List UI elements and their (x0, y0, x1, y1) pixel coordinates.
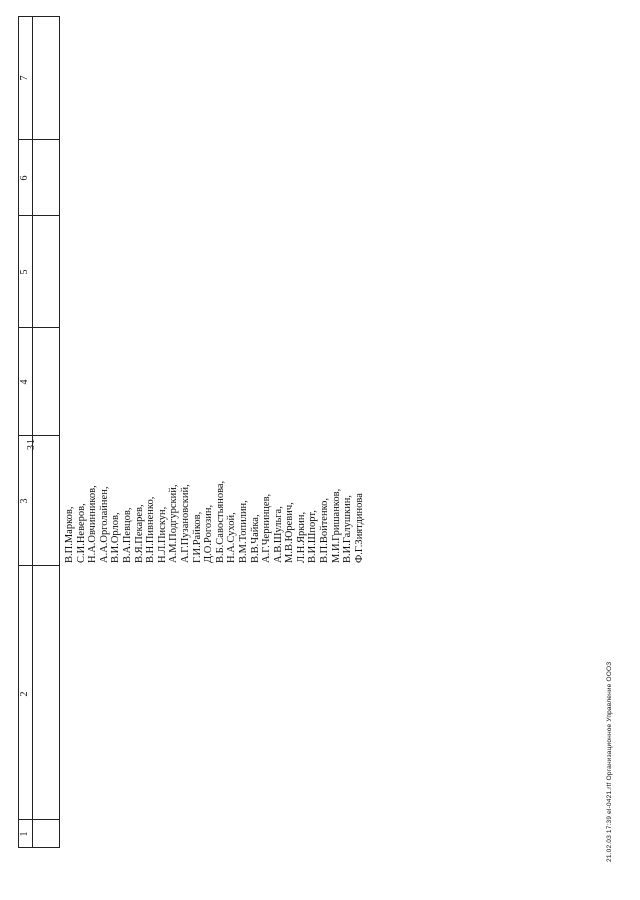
list-item: Г.И.Райков, (191, 511, 203, 563)
list-item: В.Я.Пекарев, (133, 504, 145, 563)
column-header-4: 4 (19, 379, 30, 385)
list-item: В.И.Галушкин, (342, 495, 354, 563)
column-header-3: 3 (19, 498, 30, 504)
list-item: Н.А.Сухой, (226, 512, 238, 563)
column-divider (18, 565, 60, 566)
list-item: Ф.Г.Зиятдинова (353, 493, 365, 563)
list-item: А.Г.Пузановский, (179, 484, 191, 563)
column-divider (18, 435, 60, 436)
column-header-6: 6 (19, 175, 30, 181)
column-header-1: 1 (19, 831, 30, 837)
table-header-frame (18, 16, 60, 848)
list-item: Д.О.Рогозин, (203, 504, 215, 563)
column-divider (18, 327, 60, 328)
list-item: В.Н.Пивненко, (145, 496, 157, 563)
list-item: А.А.Орголайнен, (98, 486, 110, 563)
document-footer: 21.02.03 17:39 el-0421.rtf Организационное Управление ОООЗ (606, 661, 613, 862)
list-item: А.М.Подгурский, (168, 484, 180, 563)
names-list (64, 481, 365, 563)
list-item: В.В.Чайка, (249, 514, 261, 563)
list-item: В.И.Шпорт, (307, 510, 319, 563)
column-header-5: 5 (19, 269, 30, 275)
list-item: А.Г.Чернинцев, (261, 493, 273, 563)
page-number: 31 (26, 438, 37, 450)
list-item: М.В.Юревич, (284, 502, 296, 563)
list-item: В.И.Орлов, (110, 512, 122, 563)
list-item: С.И.Неверов, (75, 503, 87, 563)
list-item: В.Б.Савостьянова, (214, 480, 226, 563)
list-item: В.М.Топилин, (237, 500, 249, 563)
list-item: А.В.Шульга, (272, 506, 284, 563)
column-divider (18, 139, 60, 140)
column-header-2: 2 (19, 691, 30, 697)
list-item: Л.Н.Яркин, (295, 511, 307, 563)
list-item: М.И.Гришанков, (330, 488, 342, 563)
list-item: Н.А.Овчинников, (87, 485, 99, 563)
list-item: В.А.Певцов, (121, 507, 133, 563)
list-item: В.П.Марков, (64, 506, 75, 563)
column-divider (18, 215, 60, 216)
list-item: Н.Л.Пискун, (156, 506, 168, 563)
header-divider (32, 16, 33, 848)
column-divider (18, 819, 60, 820)
list-item: В.П.Войтенко, (319, 497, 331, 563)
column-header-7: 7 (19, 75, 30, 81)
